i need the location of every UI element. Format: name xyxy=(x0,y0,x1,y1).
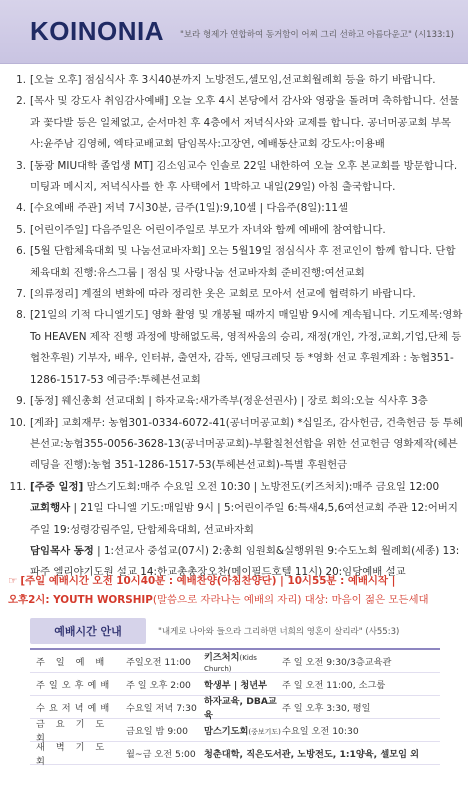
announcement-item: 7. [의류정리] 계절의 변화에 따라 정리한 옷은 교회로 모아서 선교에 협력하기 바랍니다. xyxy=(16,288,416,301)
service-row: 금 요 기 도 회 금요일 밤 9:00 맘스기도회(중보기도) 수요일 오전 10:30 xyxy=(30,719,440,742)
service-verse: "내게로 나아와 들으라 그리하면 너희의 영혼이 살리라" (사55:3) xyxy=(158,627,400,637)
announcement-item: 4. [수요예배 주관] 저녁 7시30분, 금주(1일):9,10셀 | 다음주(8일):11셀 xyxy=(16,202,349,215)
service-row: 주일오후예배 주 일 오후 2:00 학생부 | 청년부 주 일 오전 11:00, 소그룹 xyxy=(30,673,440,696)
header xyxy=(0,0,468,64)
worship-notice: ☞ [주일 예배시간 오전 10시40분 : 예배찬양(아침찬양단) | 10시55분 : 예배시작 | 오후2시: YOUTH WORSHIP(말씀으로 자라나는 예배의 자리) 대상: 마음이 젊은 모든세대 xyxy=(8,575,429,606)
weekly-schedule-label: [주중 일정] xyxy=(30,480,84,493)
announcement-list xyxy=(6,70,464,584)
service-times-title: 예배시간 안내 xyxy=(30,618,146,644)
announcement-item: 9. [동정] 웨신총회 선교대회 | 하자교육:새가족부(정운선권사) | 장로 회의:오늘 식사후 3층 xyxy=(16,395,428,408)
announcement-item: 2. [목사 및 강도사 취임감사예배] 오늘 오후 4시 본당에서 감사와 영광을 돌려며 축하합니다. 선물과 꽃다발 등은 일체없고, 순서마친 후 4층에서 저녁식사와 교제를 합니다. 공너머공교회 부목사:윤주남 김영혜, 엑타교배교회 담임목사:고장연, 예배동산교회 강도사:이용배 xyxy=(16,95,460,151)
service-times-table xyxy=(30,648,440,765)
announcement-item: 1. [오늘 오후] 점심식사 후 3시40분까지 노방전도,셀모임,선교회월례회 등을 하기 바랍니다. xyxy=(16,74,436,86)
announcement-item: 11. [주중 일정] 맘스기도회:매주 수요일 오전 10:30 | 노방전도(키즈처치):매주 금요일 12:00 교회행사 | 21일 다니엘 기도:매일밤 9시 | 5:어린이주일 6:특새4,5,6여선교회 주관 12:어버지주일 19:성령강림주일, 단합체육대회, 선교바자회 담임목사 동정 | 1:선교사 중섭교(07시) 2:총회 임원회&실행위원 9:수도노회 월례회(세종) 13:파주 엘리야기도원 설교 14:한교총총장오찬(메이필드호텔 11시) 20:임당예배 설교 xyxy=(9,480,460,579)
service-times-header xyxy=(30,618,440,644)
announcement-item: 5. [어린이주일] 다음주일은 어린이주일로 부모가 자녀와 함께 예배에 참여합니다. xyxy=(16,223,386,236)
header-verse: "보라 형제가 연합하여 동거함이 어찌 그리 선하고 아름다운고" (시133:1) xyxy=(179,30,454,40)
announcement-item: 6. [5월 단합체육대회 및 나눔선교바자회] 오는 5월19일 점심식사 후 전교인이 함께 합니다. 단합 체육대회 진행:유스그룹 | 점심 및 사랑나눔 선교바자회 준비진행:여선교회 xyxy=(16,245,456,279)
service-row: 수요저녁예배 수요일 저녁 7:30 하자교육, DBA교육 주 일 오후 3:30, 평일 xyxy=(30,696,440,719)
church-logo: KOINONIA xyxy=(30,16,164,46)
announcement-item: 8. [21일의 기적 다니엘기도] 영화 촬영 및 개봉될 때까지 매일밤 9시에 계속됩니다. 기도제목:영화 To HEAVEN 제작 진행 과정에 방해없도록, 영적싸움의 승리, 재정(개인, 가정,교회,기업,단체 등 협찬후원) 기부자, 배우, 인터뷰, 출연자, 감독, 엔딩크레딧 등 *영화 선교 후원계좌 : 농협351-1286-1517-53 예금주:투헤븐선교회 xyxy=(16,309,463,386)
service-row: 새 벽 기 도 회 월~금 오전 5:00 청춘대학, 직은도서관, 노방전도, 1:1양육, 셀모임 외 xyxy=(30,742,440,765)
pointing-hand-icon: ☞ xyxy=(8,575,18,587)
announcement-item: 10. [계좌] 교회재무: 농협301-0334-6072-41(공너머공교회) *십일조, 감사헌금, 건축헌금 등 투헤븐선교:농협355-0056-3628-13(공너머공교회)-부활칠천선합을 위한 선교헌금 영화제작(헤븐레딩을 진행):농협 351-1286-1517-53(투헤븐선교회)-특별 후원헌금 xyxy=(9,416,463,472)
pastor-schedule-label: 담임목사 동정 xyxy=(30,544,94,557)
announcement-item: 3. [동광 MIU대학 졸업생 MT] 김소임교수 인솔로 22일 내한하여 오늘 오후 본교회를 방문합니다. 미팅과 메시지, 저녁식사를 한 후 사택에서 1박하고 내일(29일) 아침 출국합니다. xyxy=(16,159,458,194)
church-events-label: 교회행사 xyxy=(30,502,71,515)
service-row: 주 일 예 배 주일오전 11:00 키즈처치(Kids Church) 주 일 오전 9:30/3층교육관 xyxy=(30,650,440,673)
